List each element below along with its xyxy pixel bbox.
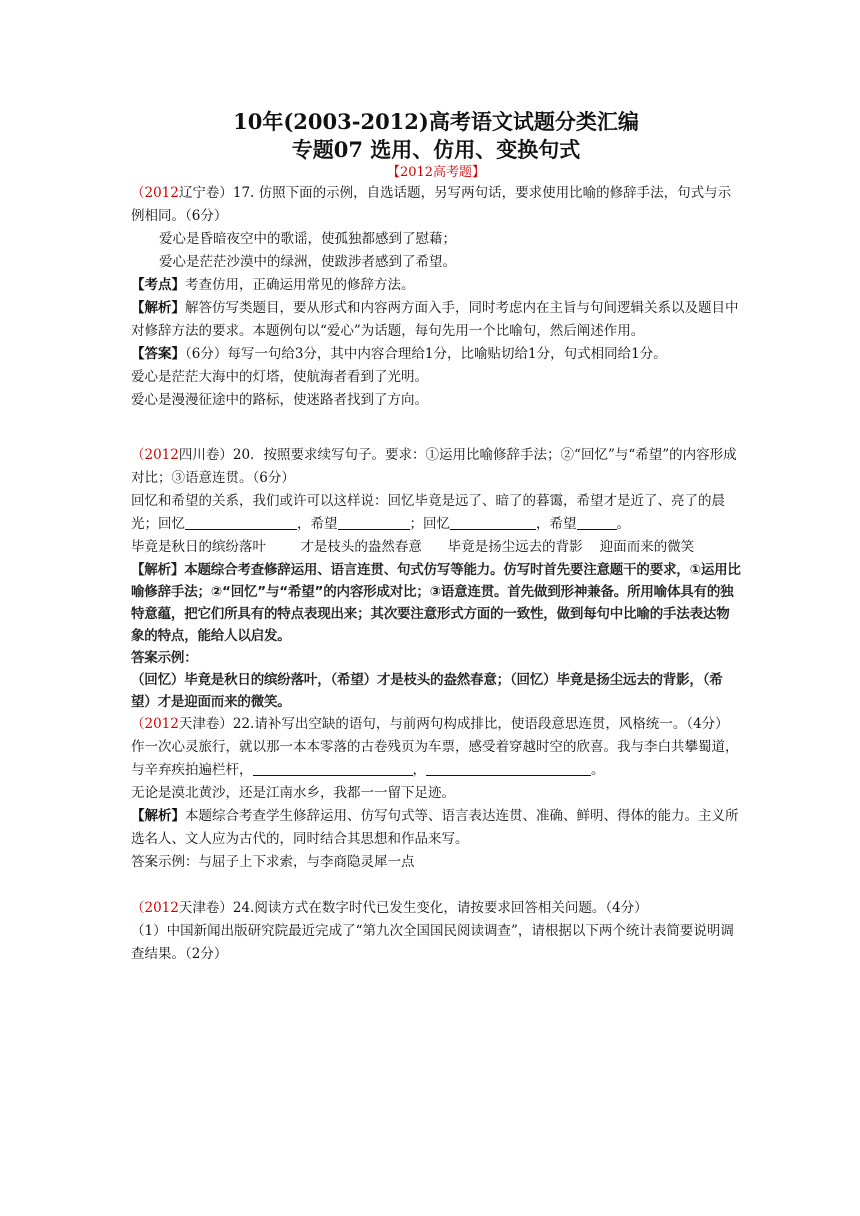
answer-tag: 【答案】 [131,346,185,362]
answer-sentence: 爱心是茫茫大海中的灯塔，使航海者看到了光明。 [131,369,428,385]
point-tag: 【考点】 [131,277,185,293]
point-paragraph [131,274,741,297]
blank-label: ， [412,762,426,778]
analysis-tag: 【解析】 [131,808,185,824]
example-tag: 答案示例： [131,650,198,666]
option-line: 毕竟是秋日的缤纷落叶 才是枝头的盎然春意 毕竟是扬尘远去的背影 迎面而来的微笑 [131,539,695,555]
year-tag: （2012 [131,716,179,732]
question-tianjin-22 [131,713,741,874]
fill-blank[interactable] [253,761,413,776]
fill-blank[interactable] [577,515,617,530]
example-text: （回忆）毕竟是秋日的缤纷落叶，（希望）才是枝头的盎然春意；（回忆）毕竟是扬尘远去的背影，（希望）才是迎面而来的微笑。 [131,672,723,710]
point-text: 考查仿用，正确运用常见的修辞方法。 [185,277,415,293]
analysis-text: 解答仿写类题目，要从形式和内容两方面入手，同时考虑内在主旨与句间逻辑关系以及题目中对修辞方法的要求。本题例句以“爱心”为话题，每句先用一个比喻句，然后阐述作用。 [131,300,739,339]
analysis-text: 本题综合考查学生修辞运用、仿写句式等、语言表达连贯、准确、鲜明、得体的能力。主义所选名人、文人应为古代的，同时结合其思想和作品来写。 [131,808,739,847]
section-heading: 【2012高考题】 [386,165,486,180]
fill-blank[interactable] [426,761,591,776]
analysis-text: 【解析】本题综合考查修辞运用、语言连贯、句式仿写等能力。仿写时首先要注意题干的要求，①运用比喻修辞手法；②“回忆”与“希望”的内容形成对比；③语意连贯。首先做到形神兼备。所用喻体具有的独特意蕴，把它们所具有的特点表现出来；其次要注意形式方面的一致性，做到每句中比喻的手法表达物象的特点，能给人以启发。 [131,562,741,644]
analysis-paragraph [131,297,741,343]
answer-paragraph [131,343,741,366]
answer-text: （6分）每写一句给3分，其中内容合理给1分，比喻贴切给1分，句式相同给1分。 [185,346,667,362]
fill-blank[interactable] [338,515,410,530]
fill-blank[interactable] [185,515,297,530]
question-stem [131,444,741,490]
question-text: 作一次心灵旅行，就以那一本本零落的古卷残页为车票，感受着穿越时空的欣喜。我与李白共攀蜀道，与辛弃疾拍遍栏杆， [131,739,739,778]
example-sentence: 爱心是茫茫沙漠中的绿洲，使跋涉者感到了希望。 [159,254,456,270]
question-text: 辽宁卷）17. 仿照下面的示例，自选话题，另写两句话，要求使用比喻的修辞手法，句式与示例相同。（6分） [131,185,732,224]
question-text: 天津卷）24.阅读方式在数字时代已发生变化，请按要求回答相关问题。（4分） [178,900,648,916]
blank-label: 。 [591,762,605,778]
question-stem [131,182,741,228]
document-subtitle: 专题07 选用、仿用、变换句式 [291,137,581,162]
blank-label: ，希望 [536,516,577,532]
blank-label: 。 [616,516,630,532]
question-sichuan-20 [131,444,741,713]
blank-label: ，希望 [297,516,338,532]
question-stem [131,897,741,920]
fill-blank[interactable] [450,515,536,530]
document-page [131,108,741,966]
question-liaoning-17 [131,182,741,412]
spacer [131,874,741,897]
sub-question: （1）中国新闻出版研究院最近完成了“第九次全国国民阅读调查”，请根据以下两个统计表简要说明调查结果。（2分） [131,923,734,962]
question-stem [131,713,741,736]
analysis-tag: 【解析】 [131,300,185,316]
year-tag: （2012 [131,900,179,916]
question-tianjin-24 [131,897,741,966]
question-line [131,736,741,782]
answer-sentence: 爱心是漫漫征途中的路标，使迷路者找到了方向。 [131,392,428,408]
year-tag: （2012 [131,447,179,463]
year-tag: （2012 [131,185,179,201]
question-text: 四川卷）20．按照要求续写句子。要求：①运用比喻修辞手法；②“回忆”与“希望”的内容形成对比；③语意连贯。（6分） [131,447,737,486]
blank-label: ；回忆 [409,516,450,532]
document-title: 10年(2003-2012)高考语文试题分类汇编 [233,109,639,134]
question-line [131,490,741,536]
example-sentence: 爱心是昏暗夜空中的歌谣，使孤独都感到了慰藉； [159,231,456,247]
question-text: 天津卷）22.请补写出空缺的语句，与前两句构成排比，使语段意思连贯，风格统一。（4分） [178,716,729,732]
question-text: 回忆和希望的关系，我们或许可以这样说：回忆毕竟是远了、暗了的暮霭，希望才是近了、亮了的晨光；回忆 [131,493,725,532]
question-line: 无论是漠北黄沙，还是江南水乡，我都一一留下足迹。 [131,785,455,801]
scanned-analysis [131,559,741,713]
answer-paragraph: 答案示例：与屈子上下求索，与李商隐灵犀一点 [131,854,415,870]
spacer [131,412,741,435]
analysis-paragraph [131,805,741,851]
